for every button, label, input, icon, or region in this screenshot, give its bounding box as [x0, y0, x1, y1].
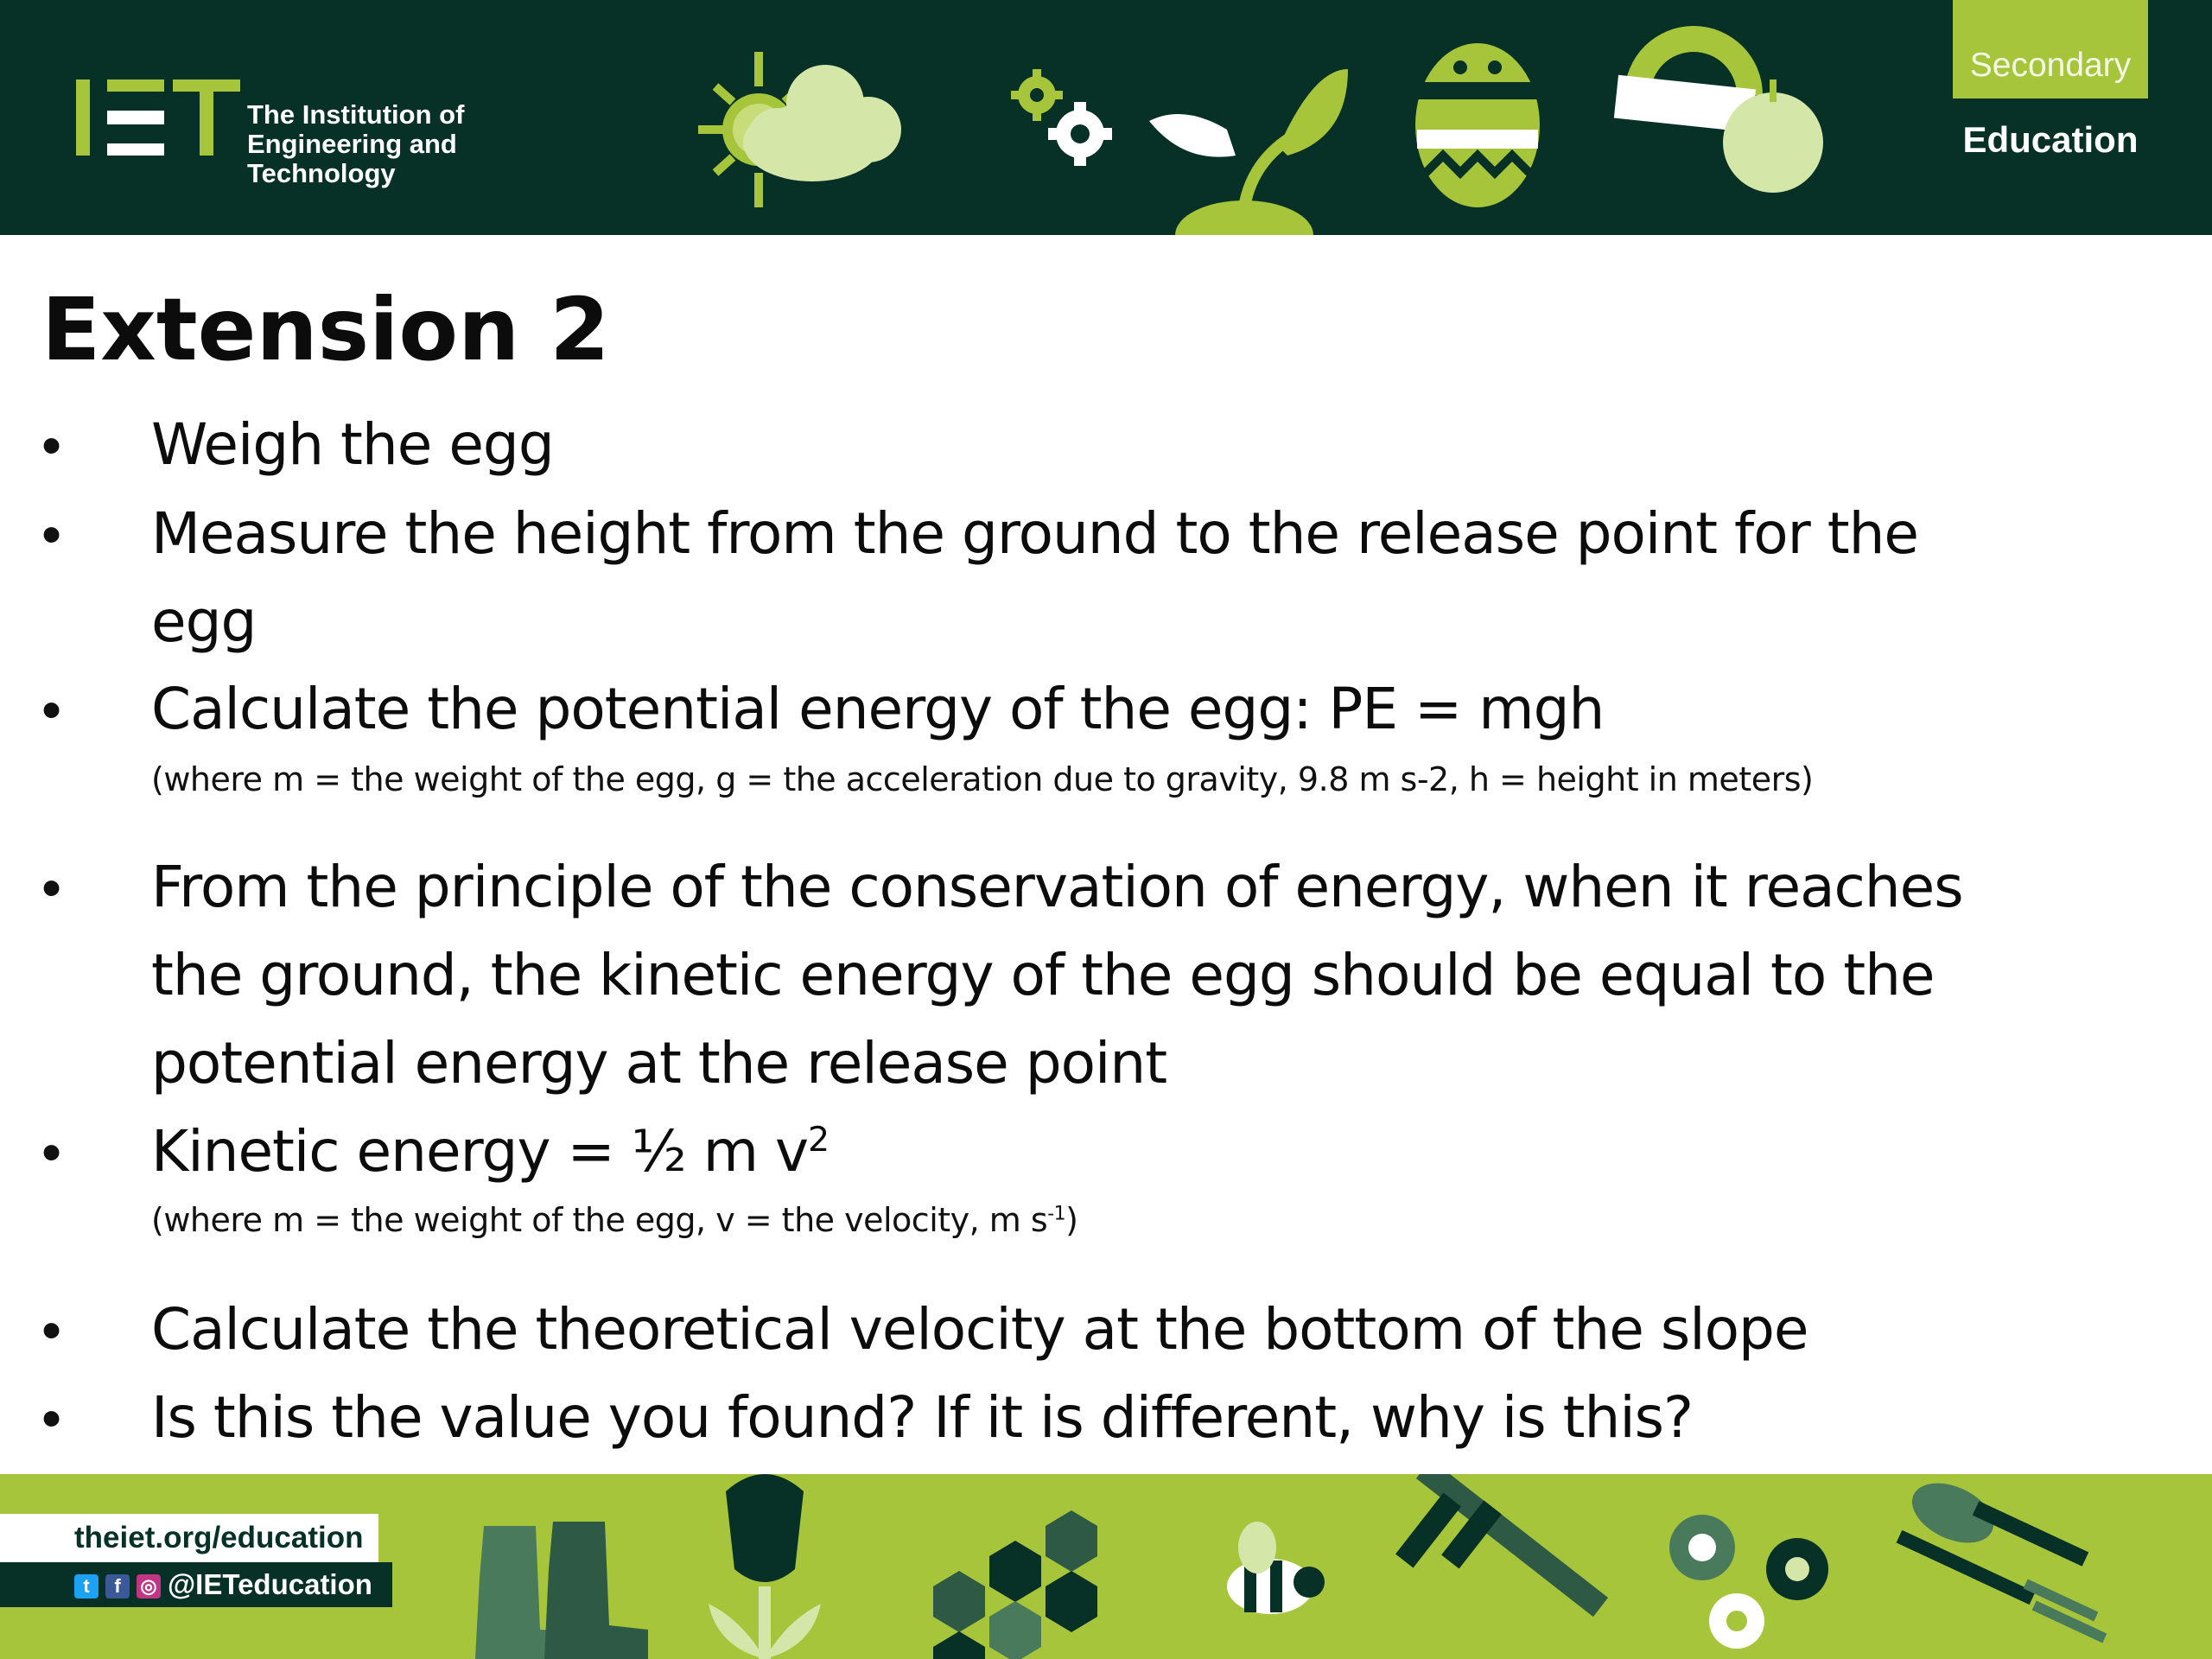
- slide-title: Extension 2: [41, 279, 610, 380]
- bullet-text-line1: From the principle of the conservation of energy, when it reaches: [151, 854, 1963, 920]
- flowers-icon: [1669, 1515, 1828, 1649]
- secondary-badge: Secondary: [1953, 0, 2148, 99]
- bullet-note: (where m = the weight of the egg, g = the acceleration due to gravity, 9.8 m s-2, h = height in meters): [151, 760, 1814, 798]
- instagram-icon[interactable]: ◎: [137, 1574, 161, 1599]
- bullet-dot: •: [41, 677, 62, 741]
- bullet-text: Weigh the egg: [151, 411, 554, 478]
- facebook-icon[interactable]: f: [105, 1574, 130, 1599]
- bullet-text: Calculate the theoretical velocity at the bottom of the slope: [151, 1296, 1808, 1363]
- website-link[interactable]: theiet.org/education: [0, 1514, 378, 1562]
- bee-icon: [1227, 1522, 1325, 1614]
- bullet-text: [151, 1108, 2139, 1196]
- bullet-dot: •: [41, 1298, 62, 1362]
- calipers-icon: [1395, 1474, 1608, 1617]
- note-end: ): [1065, 1201, 1078, 1239]
- education-label: Education: [1962, 119, 2139, 160]
- bullet-dot: •: [41, 855, 62, 919]
- kinetic-energy-formula: Kinetic energy = ½ m v: [151, 1118, 809, 1185]
- bullet-note: [151, 1199, 1077, 1241]
- twitter-icon[interactable]: t: [74, 1574, 99, 1599]
- bullet-dot: •: [41, 1120, 62, 1184]
- bullet-dot: •: [41, 1386, 62, 1450]
- bullet-text-line2: the ground, the kinetic energy of the egg should be equal to the: [151, 942, 1935, 1008]
- bullet-text-line2: egg: [151, 588, 257, 655]
- note-exponent: -1: [1047, 1203, 1066, 1225]
- bullet-dot: •: [41, 502, 62, 566]
- bullet-text: Calculate the potential energy of the egg: PE = mgh: [151, 676, 1605, 742]
- bullet-text-line1: Measure the height from the ground to the release point for the: [151, 500, 1919, 567]
- bullet-text-line3: potential energy at the release point: [151, 1030, 1167, 1096]
- boots-icon: [475, 1522, 648, 1659]
- social-handle-text: @IETeducation: [168, 1568, 372, 1600]
- bullet-dot: •: [41, 413, 62, 477]
- tulip-icon: [709, 1474, 821, 1659]
- org-name-line1: The Institution of: [247, 99, 465, 130]
- garden-tools-icon: [1897, 1474, 2107, 1643]
- bullet-text: Is this the value you found? If it is different, why is this?: [151, 1384, 1694, 1451]
- honeycomb-icon: [933, 1510, 1097, 1659]
- org-name-line2: Engineering and Technology: [247, 129, 457, 188]
- note-text: (where m = the weight of the egg, v = the velocity, m s: [151, 1201, 1048, 1239]
- social-handle[interactable]: [0, 1562, 392, 1607]
- exponent: 2: [808, 1120, 830, 1160]
